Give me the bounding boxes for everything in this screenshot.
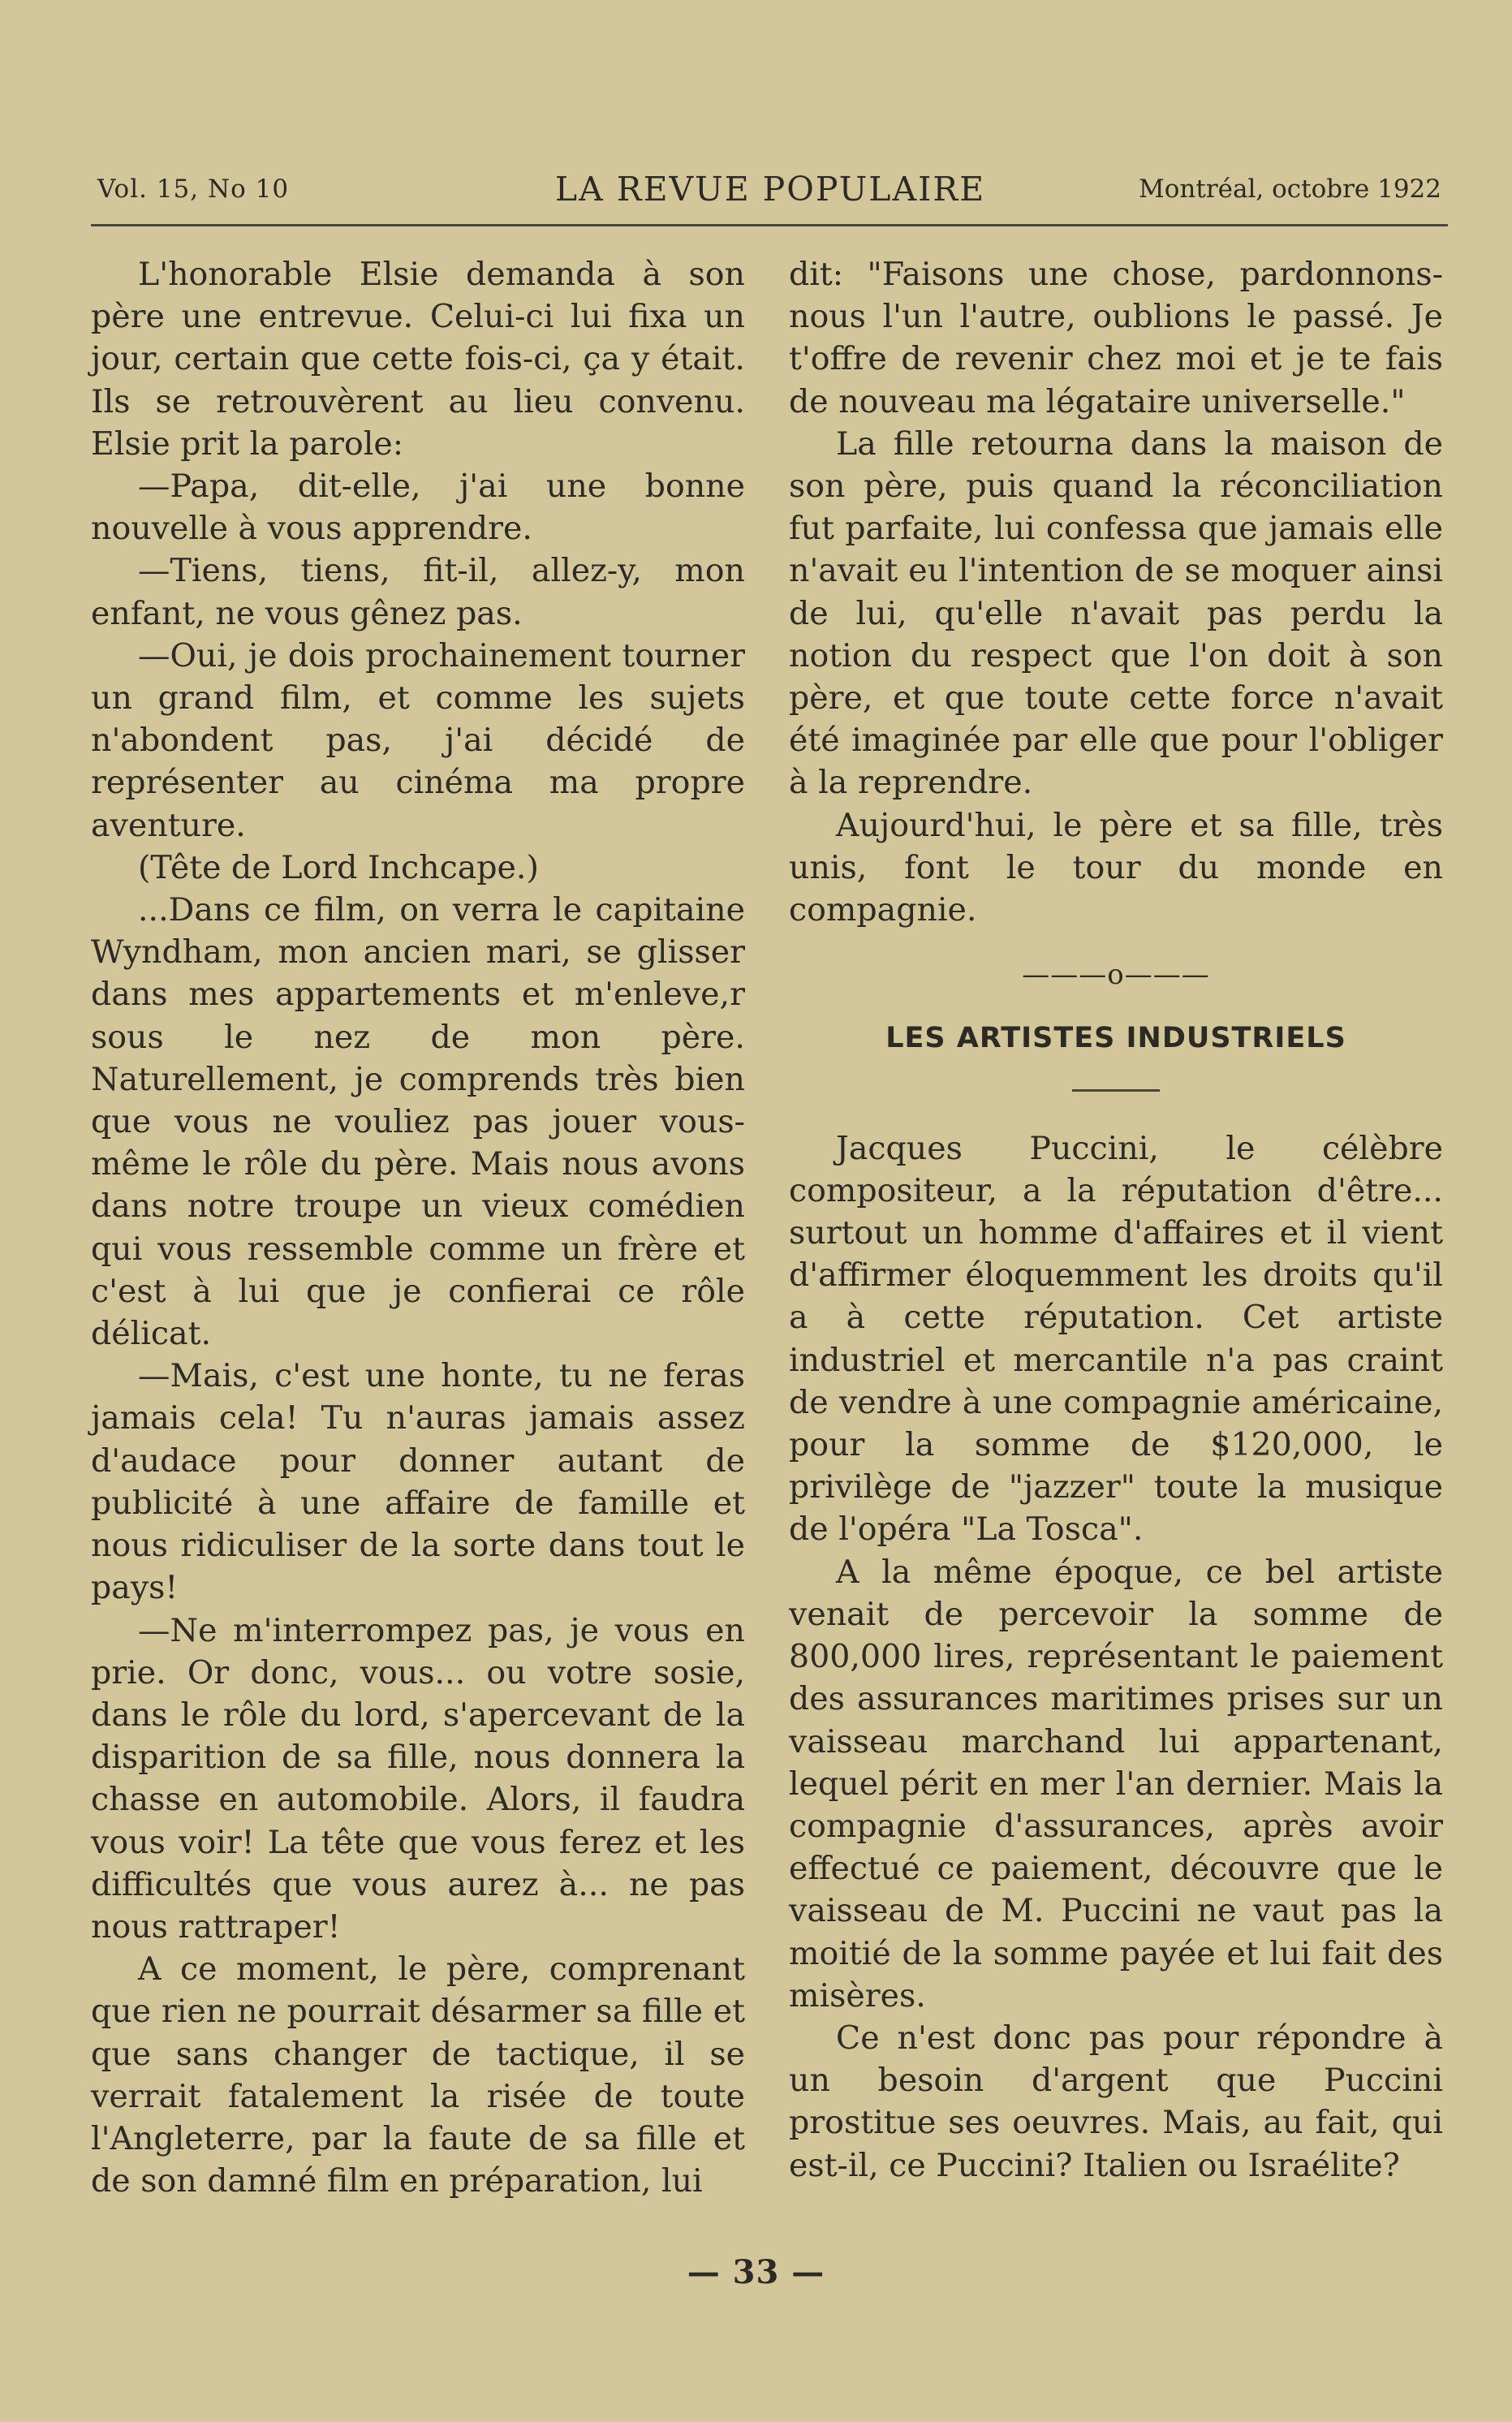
header-rule (91, 224, 1448, 226)
paragraph: Aujourd'hui, le père et sa fille, très unis, font le tour du monde en compagnie. (789, 806, 1443, 929)
paragraph: (Tête de Lord Inchcape.) (138, 848, 539, 886)
paragraph: La fille retourna dans la maison de son père, puis quand la réconciliation fut parfaite, lui confessa que jamais elle n'avait eu l'intention de se moquer ainsi de lui, qu'elle n'avait pas perdu la notion du respect que l'on doit à son père, et que toute cette force n'avait été imaginée par elle que pour l'obliger à la reprendre. (789, 424, 1443, 802)
section-separator: ———o——— (1022, 959, 1210, 992)
paragraph: Jacques Puccini, le célèbre compositeur, a la réputation d'être... surtout un homme d'affaires et il vient d'affirmer éloquemment les droits qu'il a à cette réputation. Cet artiste industriel et mercantile n'a pas craint de vendre à une compagnie américaine, pour la somme de $120,000, le privilège de "jazzer" toute la musique de l'opéra "La Tosca". (789, 1129, 1443, 1549)
paragraph: dit: "Faisons une chose, pardonnons-nous l'un l'autre, oublions le passé. Je t'offre de revenir chez moi et je te fais de nouveau ma légataire universelle." (789, 256, 1443, 420)
paragraph: —Papa, dit-elle, j'ai une bonne nouvelle à vous apprendre. (91, 468, 745, 548)
paragraph: Ce n'est donc pas pour répondre à un besoin d'argent que Puccini prostitue ses oeuvres. Mais, au fait, qui est-il, ce Puccini? Italien ou Israélite? (789, 2019, 1443, 2184)
paragraph: A la même époque, ce bel artiste venait de percevoir la somme de 800,000 lires, représentant le paiement des assurances maritimes prises sur un vaisseau marchand lui appartenant, lequel périt en mer l'an dernier. Mais la compagnie d'assurances, après avoir effectué ce paiement, découvre que le vaisseau de M. Puccini ne vaut pas la moitié de la somme payée et lui fait des misères. (789, 1553, 1443, 2015)
left-column (91, 253, 745, 2202)
page-header (91, 166, 1450, 215)
paragraph: —Ne m'interrompez pas, je vous en prie. Or donc, vous... ou votre sosie, dans le rôle du lord, s'apercevant de la disparition de sa fille, nous donnera la chasse en automobile. Alors, il faudra vous voir! La tête que vous ferez et les difficultés que vous aurez à... ne pas nous rattraper! (91, 1611, 745, 1946)
section-heading: LES ARTISTES INDUSTRIELS (885, 1022, 1346, 1055)
page-number: — 33 — (687, 2253, 825, 2291)
paragraph: ...Dans ce film, on verra le capitaine Wyndham, mon ancien mari, se glisser dans mes appartements et m'enleve,r sous le nez de mon père. Naturellement, je comprends très bien que vous ne vouliez pas jouer vous-même le rôle du père. Mais nous avons dans notre troupe un vieux comédien qui vous ressemble comme un frère et c'est à lui que je confierai ce rôle délicat. (91, 891, 745, 1353)
paragraph: —Mais, c'est une honte, tu ne feras jamais cela! Tu n'auras jamais assez d'audace pour donner autant de publicité à une affaire de famille et nous ridiculiser de la sorte dans tout le pays! (91, 1357, 745, 1607)
issue-date: Montréal, octobre 1922 (1139, 175, 1441, 204)
paragraph: L'honorable Elsie demanda à son père une entrevue. Celui-ci lui fixa un jour, certain que cette fois-ci, ça y était. Ils se retrouvèrent au lieu convenu. Elsie prit la parole: (91, 256, 745, 463)
paragraph: A ce moment, le père, comprenant que rien ne pourrait désarmer sa fille et que sans changer de tactique, il se verrait fatalement la risée de toute l'Angleterre, par la faute de sa fille et de son damné film en préparation, lui (91, 1950, 745, 2200)
heading-rule (1072, 1089, 1160, 1092)
paragraph: —Oui, je dois prochainement tourner un grand film, et comme les sujets n'abondent pas, j'ai décidé de représenter au cinéma ma propre aventure. (91, 636, 745, 844)
magazine-title: LA REVUE POPULAIRE (554, 170, 986, 209)
right-column (789, 253, 1443, 2187)
volume-number: Vol. 15, No 10 (97, 175, 290, 204)
paragraph: —Tiens, tiens, fit-il, allez-y, mon enfant, ne vous gênez pas. (91, 552, 745, 632)
